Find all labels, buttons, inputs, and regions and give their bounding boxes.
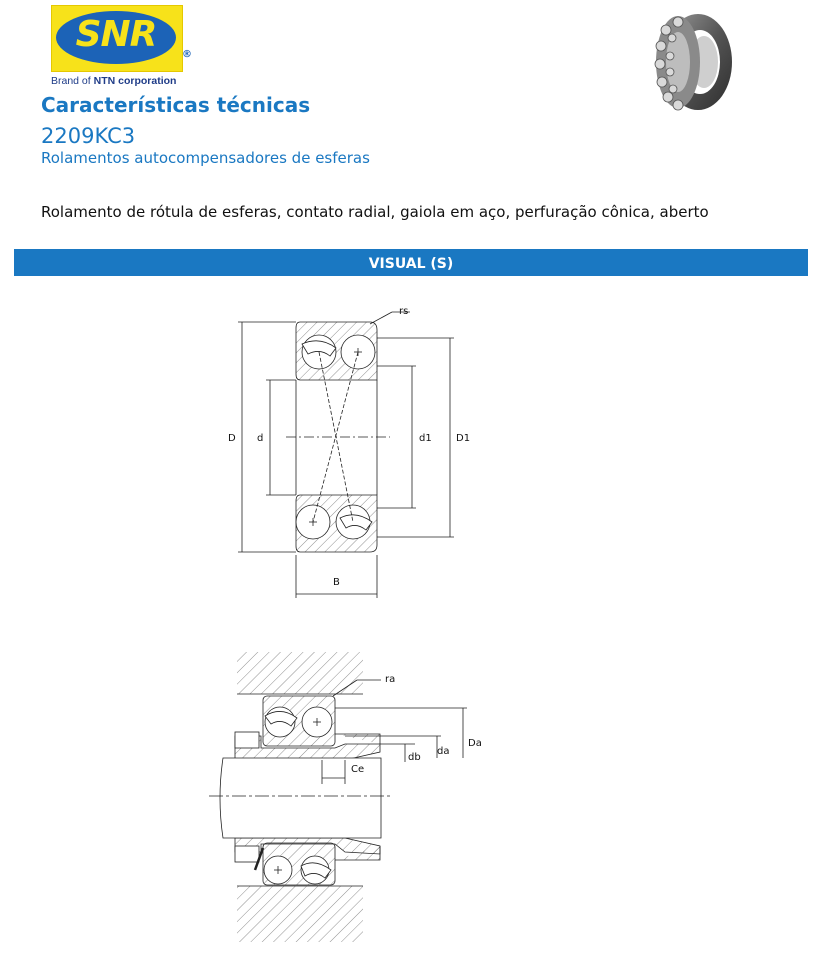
label-da: da — [437, 746, 450, 757]
brand-prefix: Brand of — [51, 75, 94, 87]
product-code: 2209KC3 — [41, 124, 136, 148]
label-D: D — [228, 433, 236, 444]
label-Da: Da — [468, 738, 482, 749]
bearing-cross-section-diagram — [220, 300, 500, 605]
mounting-arrangement-diagram — [205, 648, 495, 948]
product-family: Rolamentos autocompensadores de esferas — [41, 149, 370, 167]
logo-brand-line — [51, 75, 176, 87]
logo-registered-mark: ® — [182, 49, 192, 60]
label-db: db — [408, 752, 421, 763]
logo-wordmark: SNR — [75, 14, 157, 55]
logo-box — [51, 5, 183, 72]
product-description: Rolamento de rótula de esferas, contato radial, gaiola em aço, perfuração cônica, aberto — [41, 203, 709, 221]
snr-logo — [51, 5, 201, 90]
brand-name: NTN corporation — [93, 75, 177, 87]
page-title: Características técnicas — [41, 93, 311, 117]
label-d1: d1 — [419, 433, 432, 444]
label-d: d — [257, 433, 264, 444]
label-ra: ra — [385, 674, 396, 685]
label-B: B — [333, 577, 340, 588]
label-Ce: Ce — [351, 764, 365, 775]
section-bar: VISUAL (S) — [14, 249, 808, 276]
label-D1: D1 — [456, 433, 471, 444]
bearing-product-image — [648, 10, 736, 114]
label-rs: rs — [399, 306, 409, 317]
